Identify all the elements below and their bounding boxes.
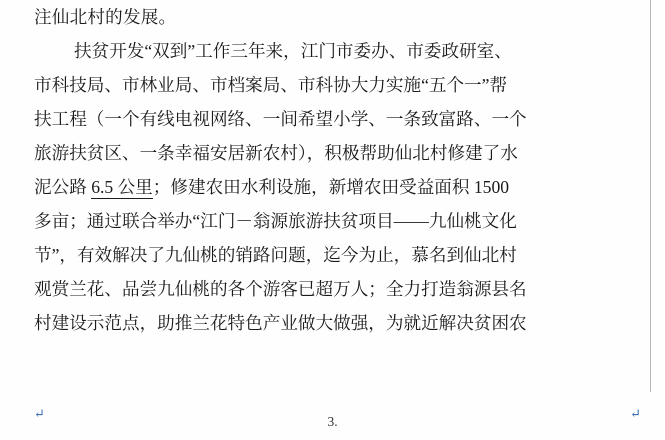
text-line: 扶工程（一个有线电视网络、一间希望小学、一条致富路、一个 [34,109,527,129]
text-line: 市科技局、市林业局、市档案局、市科协大力实施“五个一”帮 [34,75,508,95]
text-line [34,34,640,68]
text-segment: ；修建农田水利设施，新增农田受益面积 1500 [152,177,510,197]
text-line: 多亩；通过联合举办“江门－翁源旅游扶贫项目——九仙桃文化 [34,211,517,231]
text-line: 注仙北村的发展。 [34,7,177,27]
paragraph-continuation [34,0,640,34]
paragraph-main [34,34,640,340]
page-number-value: 3 [327,414,335,429]
paragraph-mark-left: ↵ [34,406,45,421]
page-right-rule [650,0,651,392]
text-line: 观赏兰花、品尝九仙桃的各个游客已超万人；全力打造翁源县名 [34,279,527,299]
page-number [0,414,665,430]
paragraph-mark-right: ↵ [630,406,641,421]
text-line: 节”，有效解决了九仙桃的销路问题，迄今为止，慕名到仙北村 [34,245,517,265]
text-line: 旅游扶贫区、一条幸福安居新农村），积极帮助仙北村修建了水 [34,143,518,163]
text-segment: 泥公路 [34,177,92,197]
text-line: 村建设示范点，助推兰花特色产业做大做强，为就近解决贫困农 [34,313,527,333]
underlined-distance: 6.5 公里 [91,177,153,197]
page-footer [0,404,665,440]
text-line-content: 扶贫开发“双到”工作三年来，江门市委办、市委政研室、 [74,41,512,61]
page-number-dot: . [334,414,338,429]
document-body [34,0,640,340]
text-line-with-underline [34,170,640,204]
